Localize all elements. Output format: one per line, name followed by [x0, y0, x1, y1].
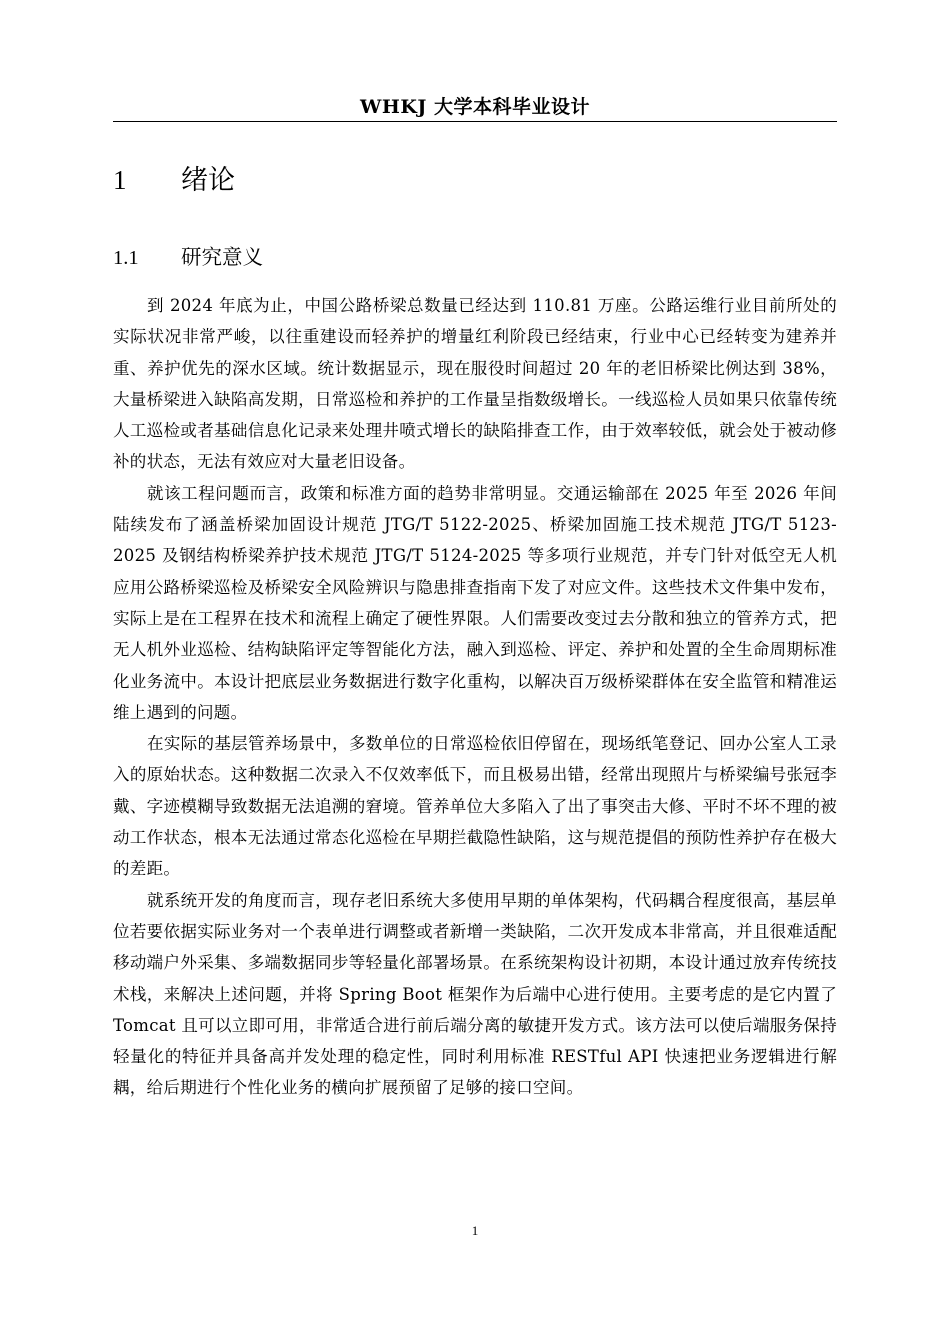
paragraph: 就该工程问题而言，政策和标准方面的趋势非常明显。交通运输部在 2025 年至 2026 年间陆续发布了涵盖桥梁加固设计规范 JTG/T 5122-2025、桥梁加固施工技术规范 JTG/T 5123-2025 及钢结构桥梁养护技术规范 JTG/T 5124-2025 等多项行业规范，并专门针对低空无人机应用公路桥梁巡检及桥梁安全风险辨识与隐患排查指南下发了对应文件。这些技术文件集中发布，实际上是在工程界在技术和流程上确定了硬性界限。人们需要改变过去分散和独立的管养方式，把无人机外业巡检、结构缺陷评定等智能化方法，融入到巡检、评定、养护和处置的全生命周期标准化业务流中。本设计把底层业务数据进行数字化重构，以解决百万级桥梁群体在安全监管和精准运维上遇到的问题。 — [113, 483, 837, 722]
paragraph: 就系统开发的角度而言，现存老旧系统大多使用早期的单体架构，代码耦合程度很高，基层单位若要依据实际业务对一个表单进行调整或者新增一类缺陷，二次开发成本非常高，并且很难适配移动端户外采集、多端数据同步等轻量化部署场景。在系统架构设计初期，本设计通过放弃传统技术栈，来解决上述问题，并将 Spring Boot 框架作为后端中心进行使用。主要考虑的是它内置了 Tomcat 且可以立即可用，非常适合进行前后端分离的敏捷开发方式。该方法可以使后端服务保持轻量化的特征并具备高并发处理的稳定性，同时利用标准 RESTful API 快速把业务逻辑进行解耦，给后期进行个性化业务的横向扩展预留了足够的接口空间。 — [113, 890, 837, 1098]
chapter-heading — [113, 160, 235, 201]
section-heading — [113, 240, 263, 275]
header-rule — [113, 121, 837, 122]
paragraph: 到 2024 年底为止，中国公路桥梁总数量已经达到 110.81 万座。公路运维行业目前所处的实际状况非常严峻，以往重建设而轻养护的增量红利阶段已经结束，行业中心已经转变为建养并重、养护优先的深水区域。统计数据显示，现在服役时间超过 20 年的老旧桥梁比例达到 38%，大量桥梁进入缺陷高发期，日常巡检和养护的工作量呈指数级增长。一线巡检人员如果只依靠传统人工巡检或者基础信息化记录来处理井喷式增长的缺陷排查工作，由于效率较低，就会处于被动修补的状态，无法有效应对大量老旧设备。 — [113, 296, 837, 472]
body-text — [113, 290, 837, 1104]
section-title: 研究意义 — [181, 245, 263, 269]
section-number: 1.1 — [113, 247, 139, 269]
chapter-title: 绪论 — [181, 165, 235, 196]
running-header: WHKJ 大学本科毕业设计 — [360, 96, 590, 118]
paragraph: 在实际的基层管养场景中，多数单位的日常巡检依旧停留在，现场纸笔登记、回办公室人工录入的原始状态。这种数据二次录入不仅效率低下，而且极易出错，经常出现照片与桥梁编号张冠李戴、字迹模糊导致数据无法追溯的窘境。管养单位大多陷入了出了事突击大修、平时不坏不理的被动工作状态，根本无法通过常态化巡检在早期拦截隐性缺陷，这与规范提倡的预防性养护存在极大的差距。 — [113, 734, 837, 879]
chapter-number: 1 — [113, 165, 127, 195]
page-number: 1 — [471, 1223, 479, 1238]
